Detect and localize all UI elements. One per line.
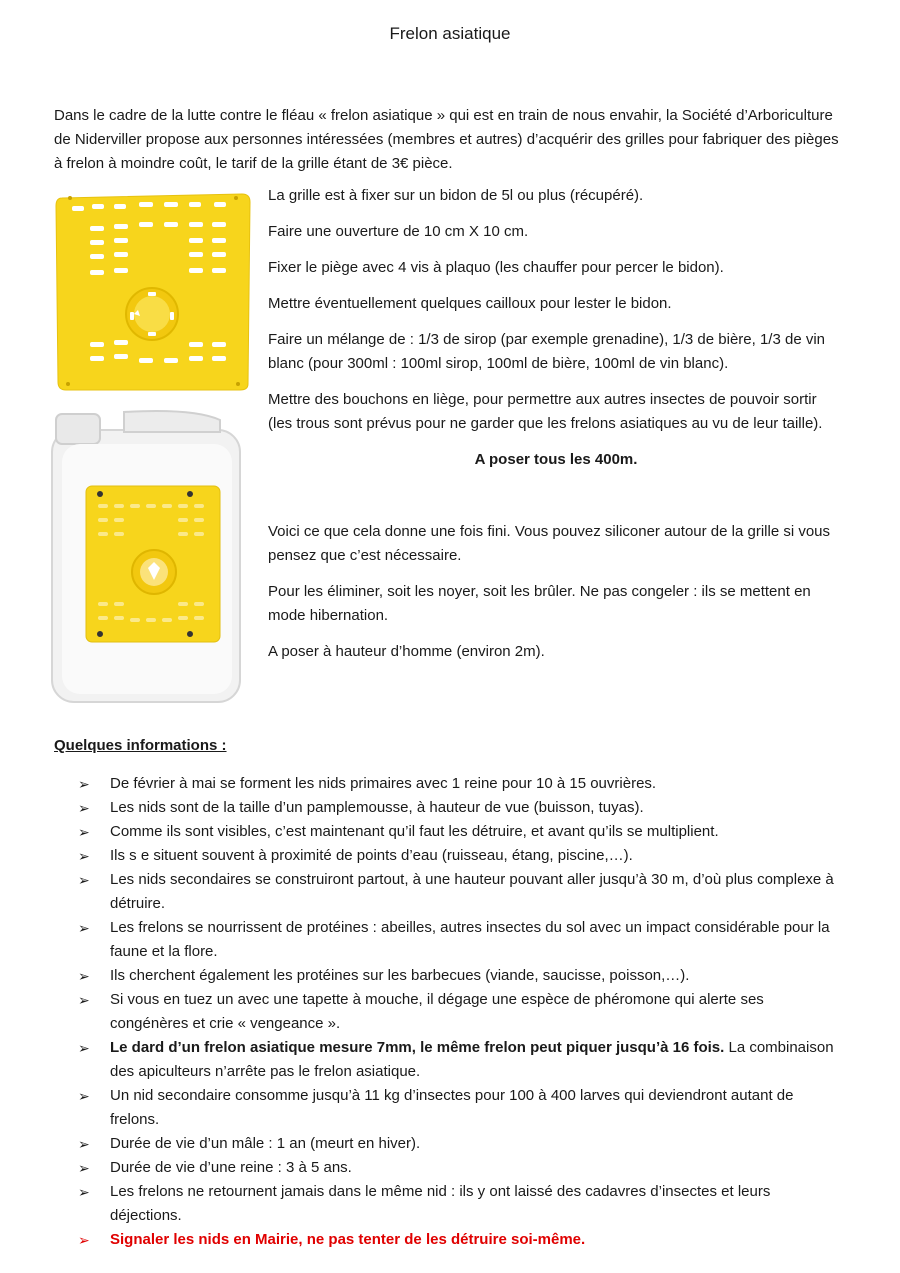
list-item: ➢ Les frelons ne retournent jamais dans le même nid : ils y ont laissé des cadavres d’insectes et leurs déjections. <box>78 1180 844 1228</box>
instruction-text: Fixer le piège avec 4 vis à plaquo (les chauffer pour percer le bidon). <box>268 259 724 276</box>
instructions-column <box>268 184 844 676</box>
intro-paragraph: Dans le cadre de la lutte contre le fléau « frelon asiatique » qui est en train de nous envahir, la Société d’Arboriculture de Niderviller propose aux personnes intéressées (membres et autres) d’acquérir des grilles pour fabriquer des pièges à frelon à moindre coût, le tarif de la grille étant de 3€ pièce. <box>54 107 839 172</box>
instruction-text: La grille est à fixer sur un bidon de 5l ou plus (récupéré). <box>268 187 644 204</box>
arrow-bullet-icon: ➢ <box>78 968 90 984</box>
info-list <box>78 772 844 1252</box>
page-title: Frelon asiatique <box>389 24 511 43</box>
list-item: ➢ De février à mai se forment les nids primaires avec 1 reine pour 10 à 15 ouvrières. <box>78 772 844 796</box>
list-item: ➢ Un nid secondaire consomme jusqu’à 11 kg d’insectes pour 100 à 400 larves qui deviendront autant de frelons. <box>78 1084 844 1132</box>
arrow-bullet-icon: ➢ <box>78 872 90 888</box>
bidon-piege-image <box>44 404 244 704</box>
arrow-bullet-icon: ➢ <box>78 1232 90 1248</box>
arrow-bullet-icon: ➢ <box>78 1184 90 1200</box>
note-text: A poser à hauteur d’homme (environ 2m). <box>268 643 545 660</box>
list-item: ➢ Ils cherchent également les protéines sur les barbecues (viande, saucisse, poisson,…). <box>78 964 844 988</box>
list-item: ➢ Les nids secondaires se construiront partout, à une hauteur pouvant aller jusqu’à 30 m, d’où plus complexe à détruire. <box>78 868 844 916</box>
list-item: ➢ Durée de vie d’un mâle : 1 an (meurt en hiver). <box>78 1132 844 1156</box>
list-item-dard: ➢ Le dard d’un frelon asiatique mesure 7mm, le même frelon peut piquer jusqu’à 16 fois. La combinaison des apiculteurs n’arrête pas le frelon asiatique. <box>78 1036 844 1084</box>
arrow-bullet-icon: ➢ <box>78 800 90 816</box>
arrow-bullet-icon: ➢ <box>78 848 90 864</box>
list-item-warning: ➢ Signaler les nids en Mairie, ne pas tenter de les détruire soi-même. <box>78 1228 844 1252</box>
arrow-bullet-icon: ➢ <box>78 1088 90 1104</box>
list-item: ➢ Les frelons se nourrissent de protéines : abeilles, autres insectes du sol avec un impact considérable pour la faune et la flore. <box>78 916 844 964</box>
instruction-text: Faire une ouverture de 10 cm X 10 cm. <box>268 223 529 240</box>
arrow-bullet-icon: ➢ <box>78 1040 90 1056</box>
instruction-text: Mettre éventuellement quelques cailloux pour lester le bidon. <box>268 295 672 312</box>
note-text: Pour les éliminer, soit les noyer, soit les brûler. Ne pas congeler : ils se mettent en mode hibernation. <box>268 583 811 624</box>
arrow-bullet-icon: ➢ <box>78 920 90 936</box>
list-item: ➢ Comme ils sont visibles, c’est maintenant qu’il faut les détruire, et avant qu’ils se multiplient. <box>78 820 844 844</box>
arrow-bullet-icon: ➢ <box>78 1136 90 1152</box>
arrow-bullet-icon: ➢ <box>78 1160 90 1176</box>
arrow-bullet-icon: ➢ <box>78 992 90 1008</box>
arrow-bullet-icon: ➢ <box>78 824 90 840</box>
list-item: ➢ Si vous en tuez un avec une tapette à mouche, il dégage une espèce de phéromone qui alerte ses congénères et crie « vengeance ». <box>78 988 844 1036</box>
list-item: ➢ Durée de vie d’une reine : 3 à 5 ans. <box>78 1156 844 1180</box>
note-text: Voici ce que cela donne une fois fini. Vous pouvez siliconer autour de la grille si vous pensez que c’est nécessaire. <box>268 523 831 564</box>
list-item: ➢ Les nids sont de la taille d’un pamplemousse, à hauteur de vue (buisson, tuyas). <box>78 796 844 820</box>
info-heading: Quelques informations : <box>54 737 227 754</box>
arrow-bullet-icon: ➢ <box>78 776 90 792</box>
poser-distance: A poser tous les 400m. <box>474 451 638 468</box>
list-item: ➢ Ils s e situent souvent à proximité de points d’eau (ruisseau, étang, piscine,…). <box>78 844 844 868</box>
instruction-text: Faire un mélange de : 1/3 de sirop (par exemple grenadine), 1/3 de bière, 1/3 de vin blanc (pour 300ml : 100ml sirop, 100ml de bière, 100ml de vin blanc). <box>268 331 826 372</box>
instruction-text: Mettre des bouchons en liège, pour permettre aux autres insectes de pouvoir sortir (les trous sont prévus pour ne garder que les frelons asiatiques au vu de leur taille). <box>268 391 823 432</box>
grille-image <box>54 192 252 392</box>
